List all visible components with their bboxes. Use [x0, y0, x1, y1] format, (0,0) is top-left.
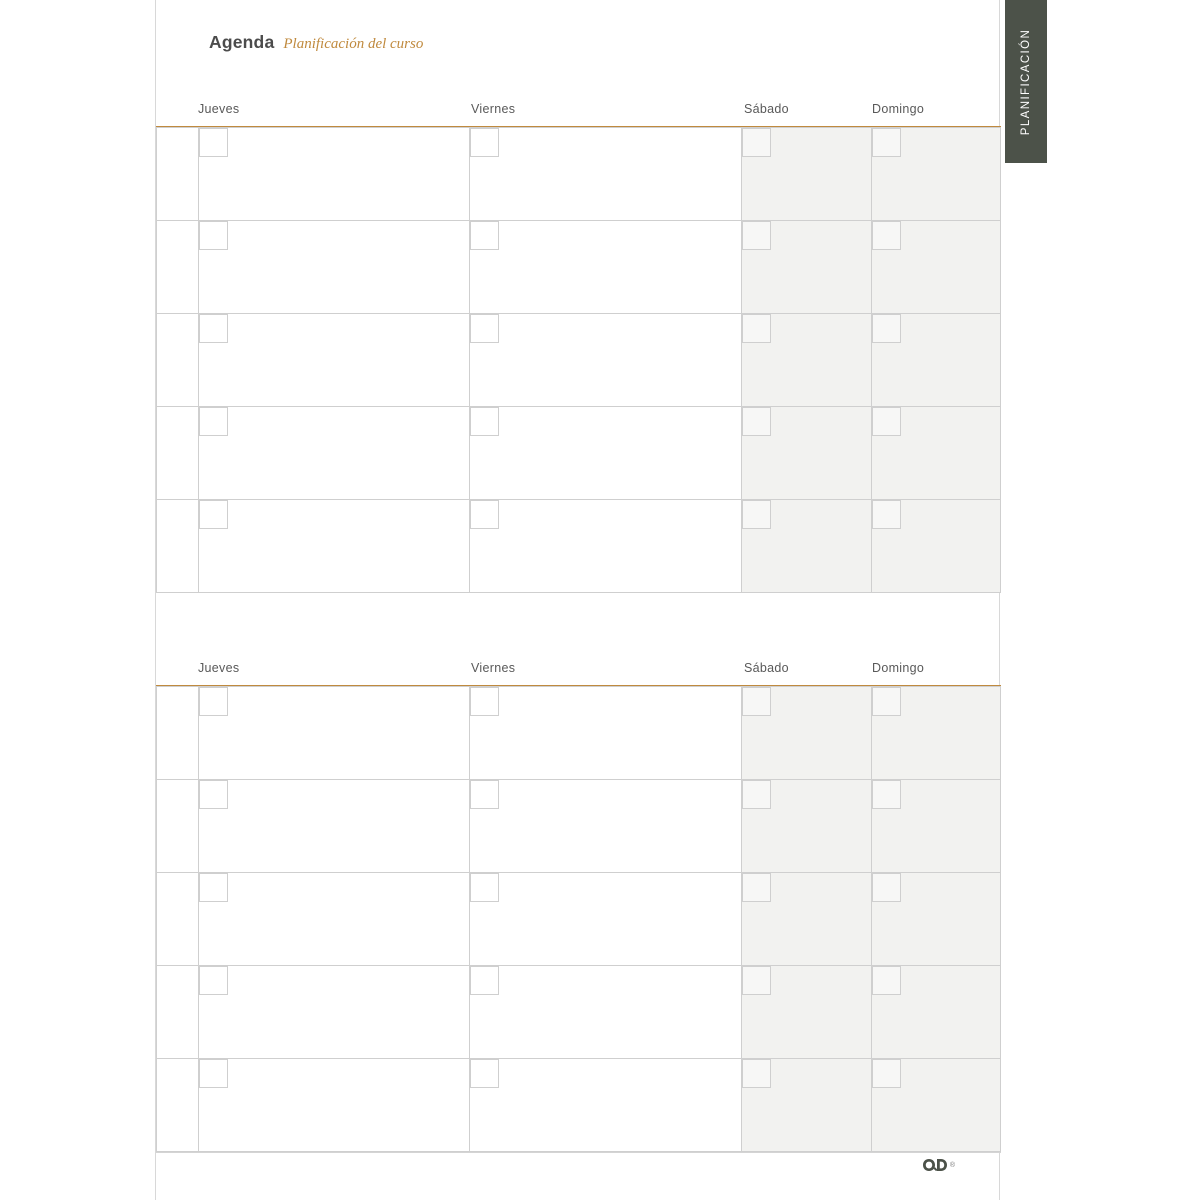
date-box[interactable]	[742, 128, 771, 157]
date-box[interactable]	[470, 687, 499, 716]
date-box[interactable]	[872, 966, 901, 995]
col-line	[1000, 686, 1001, 1152]
document-title: Agenda	[209, 32, 275, 52]
document-subtitle: Planificación del curso	[283, 36, 424, 52]
col-line	[156, 127, 157, 593]
date-box[interactable]	[872, 314, 901, 343]
date-box[interactable]	[199, 1059, 228, 1088]
date-box[interactable]	[742, 1059, 771, 1088]
planner-grid-bottom	[156, 686, 1001, 1152]
date-box[interactable]	[742, 687, 771, 716]
date-box[interactable]	[470, 966, 499, 995]
date-box[interactable]	[470, 314, 499, 343]
side-tab-label: PLANIFICACIÓN	[1020, 28, 1033, 135]
brand-logo	[922, 1158, 955, 1172]
date-box[interactable]	[199, 221, 228, 250]
date-box[interactable]	[470, 407, 499, 436]
side-tab-planificacion[interactable]	[1005, 0, 1047, 163]
col-line	[1000, 127, 1001, 593]
date-box[interactable]	[742, 314, 771, 343]
date-box[interactable]	[199, 500, 228, 529]
date-box[interactable]	[470, 780, 499, 809]
date-box[interactable]	[470, 221, 499, 250]
date-box[interactable]	[199, 407, 228, 436]
day-header-row-bottom	[156, 655, 1001, 685]
date-box[interactable]	[872, 780, 901, 809]
date-box[interactable]	[470, 1059, 499, 1088]
page-title	[209, 32, 423, 53]
date-box[interactable]	[199, 780, 228, 809]
date-box[interactable]	[742, 966, 771, 995]
day-header-jueves-bottom: Jueves	[198, 661, 240, 675]
date-box[interactable]	[872, 1059, 901, 1088]
date-box[interactable]	[872, 873, 901, 902]
date-box[interactable]	[470, 128, 499, 157]
page-sheet	[155, 0, 1000, 1200]
date-box[interactable]	[872, 407, 901, 436]
date-box[interactable]	[199, 128, 228, 157]
date-box[interactable]	[872, 500, 901, 529]
day-header-row-top	[156, 96, 1001, 126]
date-box[interactable]	[470, 500, 499, 529]
planner-grid-top	[156, 127, 1001, 593]
registered-mark: ®	[949, 1161, 955, 1169]
date-box[interactable]	[742, 500, 771, 529]
date-box[interactable]	[872, 221, 901, 250]
date-box[interactable]	[199, 314, 228, 343]
day-header-viernes-top: Viernes	[471, 102, 516, 116]
col-line	[156, 686, 157, 1152]
day-header-sabado-top: Sábado	[744, 102, 789, 116]
footer-divider	[156, 1152, 1001, 1153]
logo-mark-icon	[922, 1158, 948, 1172]
day-header-jueves-top: Jueves	[198, 102, 240, 116]
grid-bottom-line	[156, 592, 1001, 593]
date-box[interactable]	[470, 873, 499, 902]
day-header-domingo-top: Domingo	[872, 102, 925, 116]
date-box[interactable]	[199, 966, 228, 995]
date-box[interactable]	[742, 221, 771, 250]
date-box[interactable]	[742, 780, 771, 809]
date-box[interactable]	[872, 687, 901, 716]
date-box[interactable]	[199, 687, 228, 716]
day-header-sabado-bottom: Sábado	[744, 661, 789, 675]
day-header-domingo-bottom: Domingo	[872, 661, 925, 675]
day-header-viernes-bottom: Viernes	[471, 661, 516, 675]
date-box[interactable]	[872, 128, 901, 157]
date-box[interactable]	[742, 873, 771, 902]
date-box[interactable]	[199, 873, 228, 902]
date-box[interactable]	[742, 407, 771, 436]
